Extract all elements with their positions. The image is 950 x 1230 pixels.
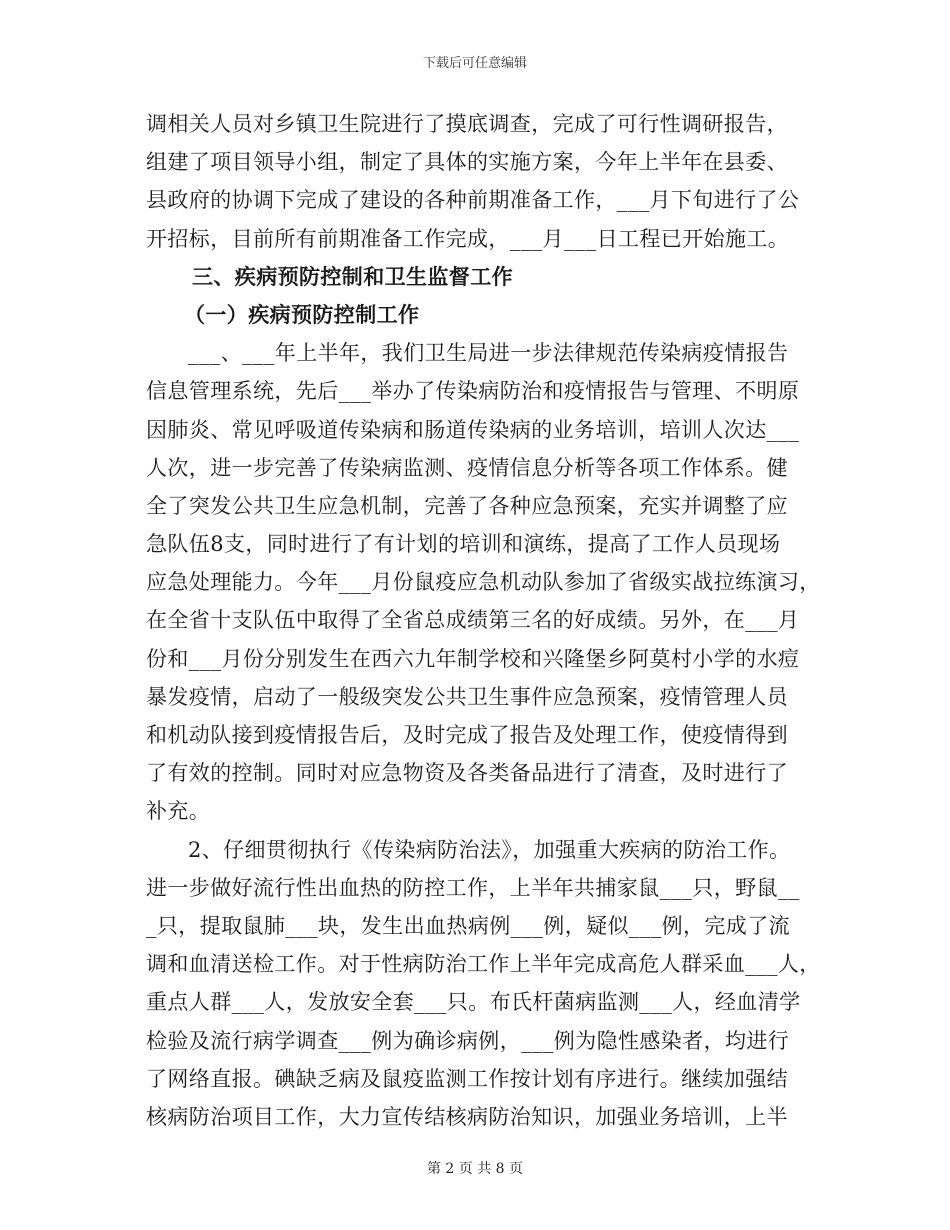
paragraph-line: 急队伍8支，同时进行了有计划的培训和演练，提高了工作人员现场 bbox=[146, 532, 781, 557]
paragraph-line: 调和血清送检工作。对于性病防治工作上半年完成高危人群采血___人， bbox=[146, 952, 821, 977]
paragraph-line: 进一步做好流行性出血热的防控工作，上半年共捕家鼠___只，野鼠__ bbox=[146, 875, 800, 900]
paragraph-line: 补充。 bbox=[146, 799, 211, 824]
paragraph-line: 了有效的控制。同时对应急物资及各类备品进行了清查，及时进行了 bbox=[146, 761, 788, 786]
paragraph-line: _只，提取鼠肺___块，发生出血热病例___例，疑似___例，完成了流 bbox=[146, 913, 790, 938]
paragraph-line: 县政府的协调下完成了建设的各种前期准备工作，___月下旬进行了公 bbox=[146, 188, 800, 213]
subsection-heading: （一）疾病预防控制工作 bbox=[184, 301, 420, 327]
paragraph-line: ___、___年上半年，我们卫生局进一步法律规范传染病疫情报告 bbox=[188, 341, 789, 366]
paragraph-line: 组建了项目领导小组，制定了具体的实施方案，今年上半年在县委、 bbox=[146, 150, 788, 175]
paragraph-line: 开招标，目前所有前期准备工作完成，___月___日工程已开始施工。 bbox=[146, 226, 790, 251]
page-footer: 第 2 页 共 8 页 bbox=[426, 1161, 524, 1177]
section-heading: 三、疾病预防控制和卫生监督工作 bbox=[192, 263, 513, 289]
page-header: 下载后可任意编辑 bbox=[422, 56, 527, 71]
paragraph-line: 在全省十支队伍中取得了全省总成绩第三名的好成绩。另外，在___月 bbox=[146, 608, 800, 633]
paragraph-line: 全了突发公共卫生应急机制，完善了各种应急预案，充实并调整了应 bbox=[146, 493, 788, 518]
paragraph-line: 调相关人员对乡镇卫生院进行了摸底调查，完成了可行性调研报告， bbox=[146, 112, 788, 136]
paragraph-line: 应急处理能力。今年___月份鼠疫应急机动队参加了省级实战拉练演习， bbox=[146, 570, 821, 595]
paragraph-line: 信息管理系统，先后___举办了传染病防治和疫情报告与管理、不明原 bbox=[146, 379, 800, 404]
paragraph-line: 核病防治项目工作，大力宣传结核病防治知识，加强业务培训，上半 bbox=[146, 1104, 788, 1129]
paragraph-line: 和机动队接到疫情报告后，及时完成了报告及处理工作，使疫情得到 bbox=[146, 723, 788, 747]
paragraph-line: 份和___月份分别发生在西六九年制学校和兴隆堡乡阿莫村小学的水痘 bbox=[146, 646, 800, 671]
paragraph-line: 因肺炎、常见呼吸道传染病和肠道传染病的业务培训，培训人次达___ bbox=[146, 417, 800, 442]
paragraph-line: 了网络直报。碘缺乏病及鼠疫监测工作按计划有序进行。继续加强结 bbox=[146, 1066, 788, 1091]
document-body bbox=[146, 105, 821, 1136]
paragraph-line: 检验及流行病学调查___例为确诊病例，___例为隐性感染者，均进行 bbox=[146, 1028, 790, 1053]
paragraph-line: 暴发疫情，启动了一般级突发公共卫生事件应急预案，疫情管理人员 bbox=[146, 684, 788, 709]
paragraph-line: 重点人群___人，发放安全套___只。布氏杆菌病监测___人，经血清学 bbox=[146, 990, 801, 1015]
paragraph-line: 人次，进一步完善了传染病监测、疫情信息分析等各项工作体系。健 bbox=[146, 455, 788, 480]
paragraph-line: 2、仔细贯彻执行《传染病防治法》，加强重大疾病的防治工作。 bbox=[188, 837, 791, 862]
